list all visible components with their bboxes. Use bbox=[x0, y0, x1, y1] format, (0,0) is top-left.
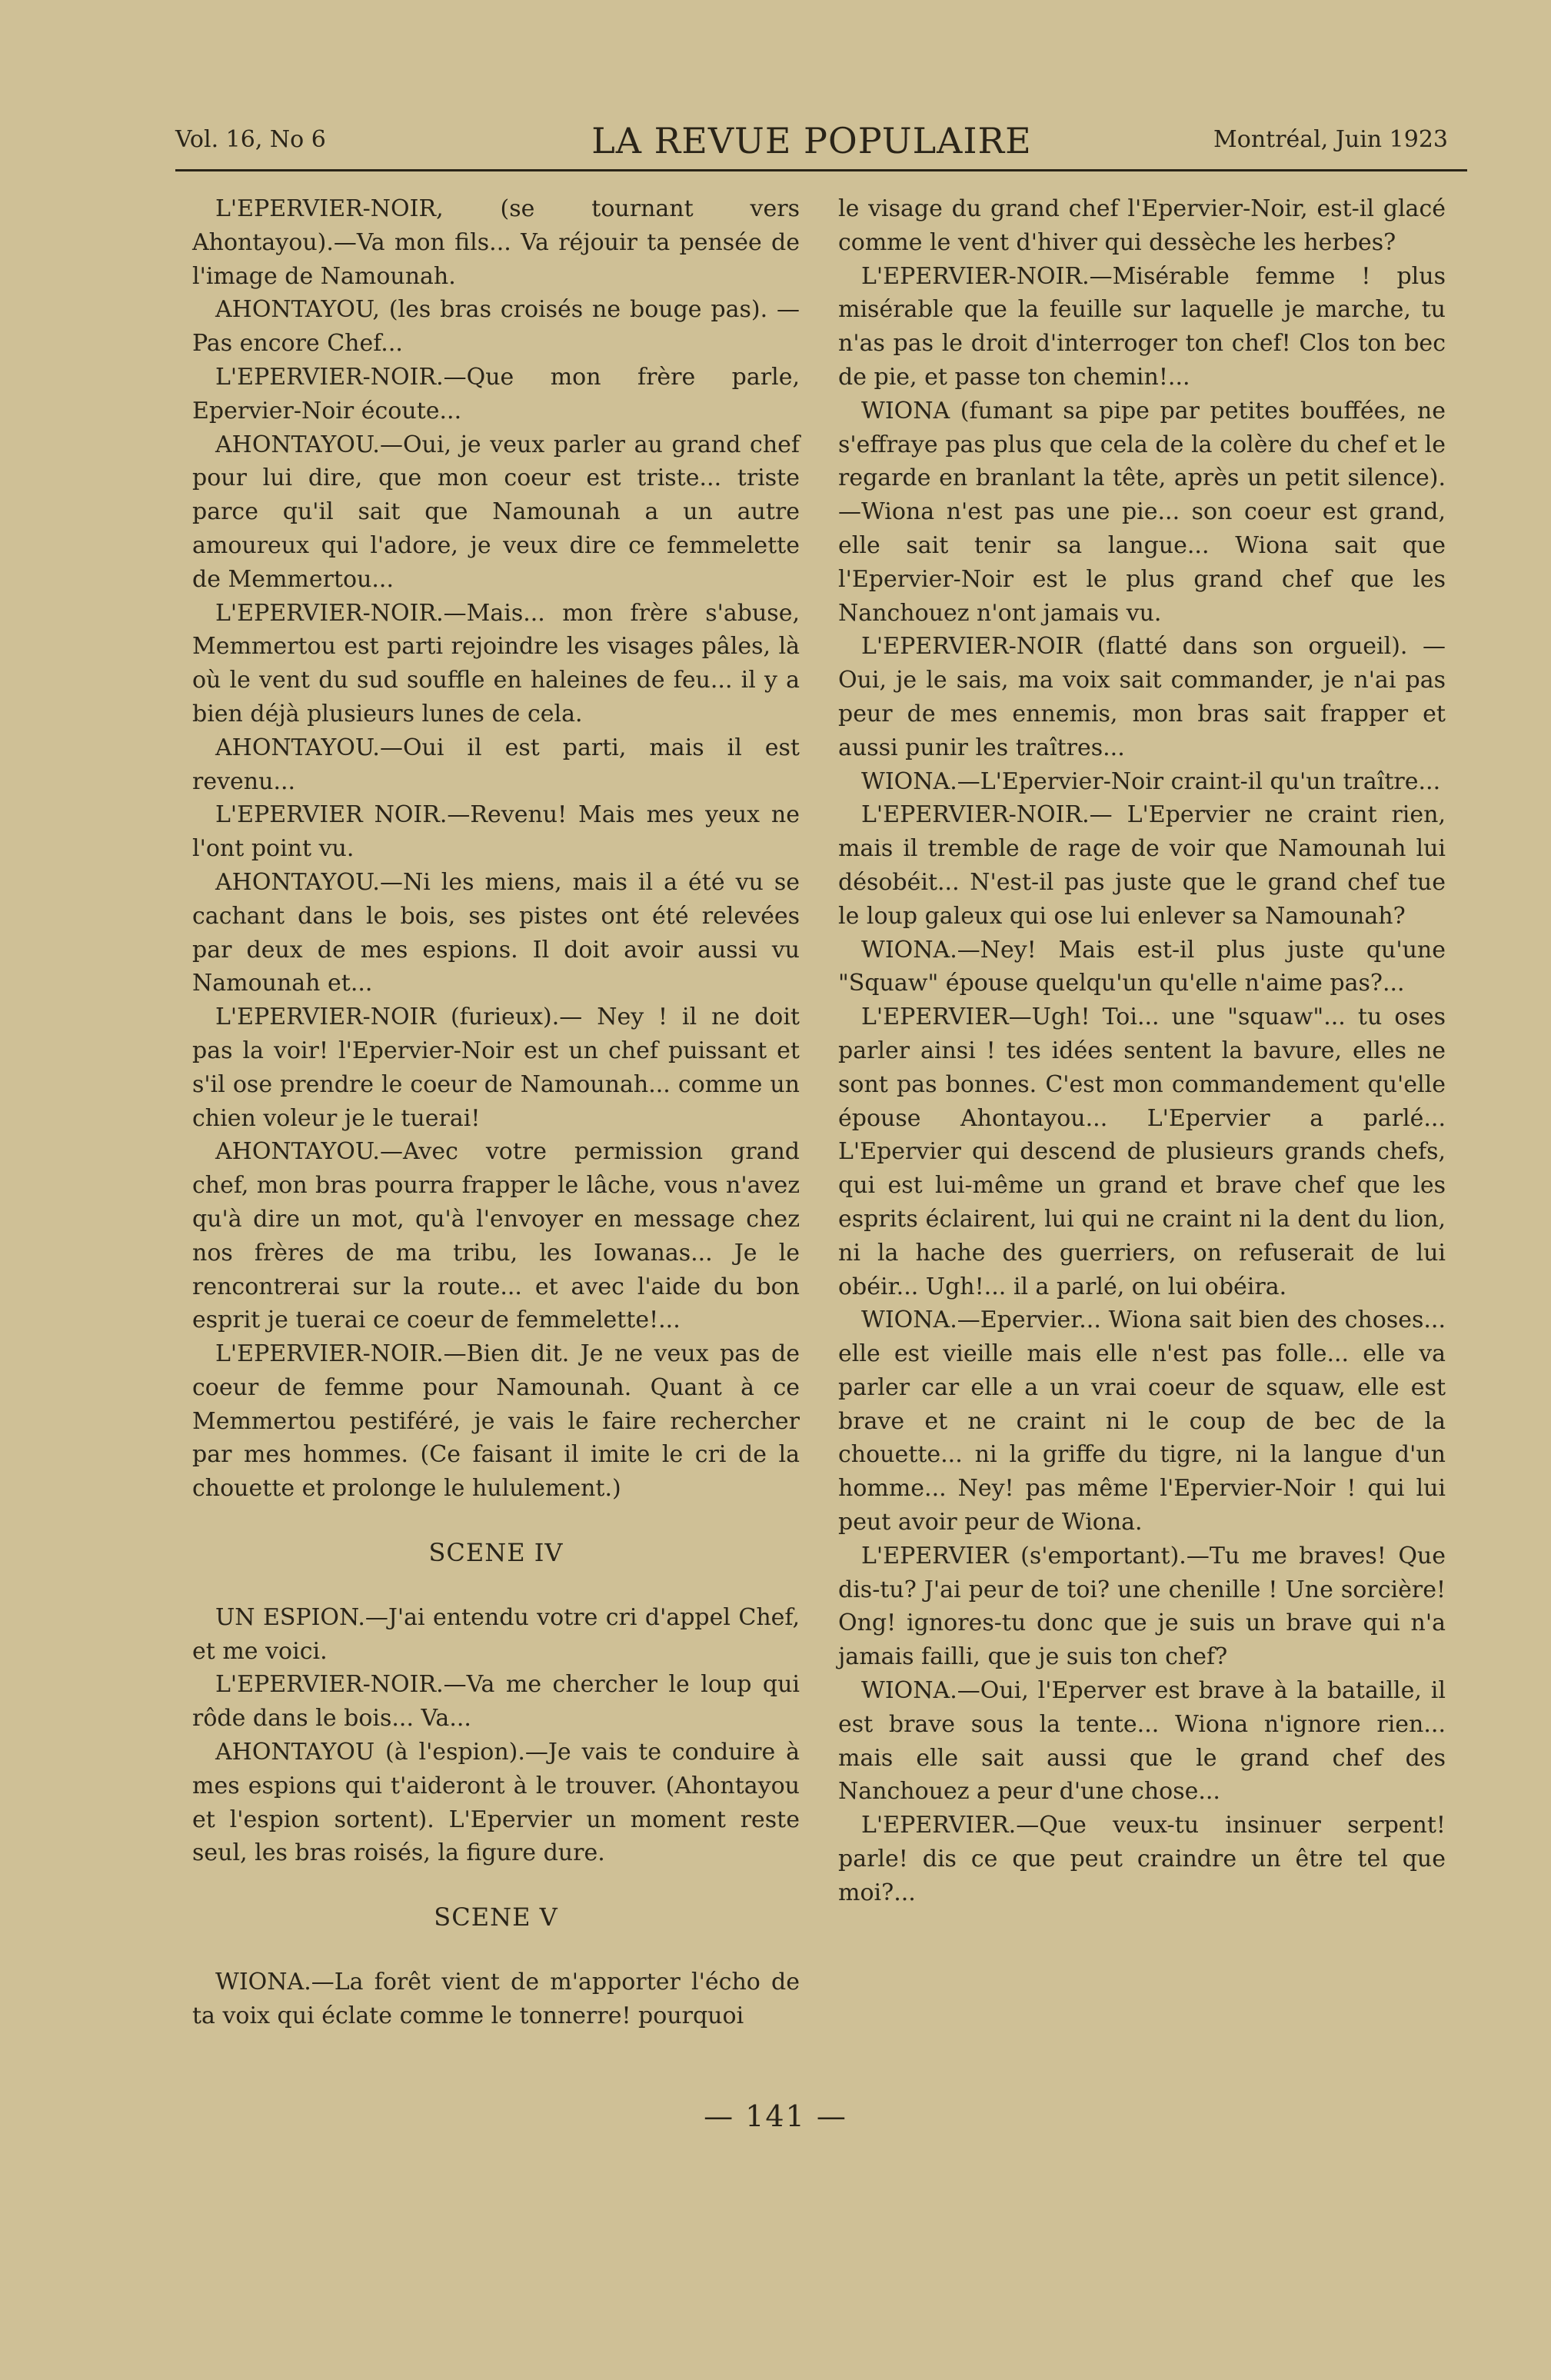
paragraph: WIONA.—Epervier... Wiona sait bien des choses... elle est vieille mais elle n'est pas folle... elle va parler car elle a un vrai coeur de squaw, elle est brave et ne craint ni le coup de bec de la chouette... ni la griffe du tigre, ni la langue d'un homme... Ney! pas même l'Epervier-Noir ! qui lui peut avoir peur de Wiona. bbox=[838, 1307, 1446, 1536]
paragraph: AHONTAYOU.—Avec votre permission grand chef, mon bras pourra frapper le lâche, vous n'avez qu'à dire un mot, qu'à l'envoyer en message chez nos frères de ma tribu, les Iowanas... Je le rencontrerai sur la route... et avec l'aide du bon esprit je tuerai ce coeur de femmelette!... bbox=[192, 1138, 800, 1334]
paragraph: L'EPERVIER-NOIR (furieux).— Ney ! il ne doit pas la voir! l'Epervier-Noir est un chef puissant et s'il ose prendre le coeur de Namounah... comme un chien voleur je le tuerai! bbox=[192, 1004, 800, 1132]
volume-number: Vol. 16, No 6 bbox=[175, 126, 326, 153]
scene-heading: SCENE IV bbox=[428, 1538, 564, 1568]
paragraph: L'EPERVIER NOIR.—Revenu! Mais mes yeux ne l'ont point vu. bbox=[192, 801, 800, 863]
paragraph: L'EPERVIER (s'emportant).—Tu me braves! Que dis-tu? J'ai peur de toi? une chenille ! Une sorcière! Ong! ignores-tu donc que je suis un brave qui n'a jamais failli, que je suis ton chef? bbox=[838, 1542, 1446, 1671]
running-header bbox=[175, 115, 1448, 169]
right-column bbox=[838, 192, 1446, 1910]
paragraph: le visage du grand chef l'Epervier-Noir, est-il glacé comme le vent d'hiver qui dessèche les herbes? bbox=[838, 195, 1446, 256]
paragraph: UN ESPION.—J'ai entendu votre cri d'appel Chef, et me voici. bbox=[192, 1603, 800, 1665]
paragraph: AHONTAYOU (à l'espion).—Je vais te conduire à mes espions qui t'aideront à le trouver. (Ahontayou et l'espion sortent). L'Epervier un moment reste seul, les bras roisés, la figure dure. bbox=[192, 1739, 800, 1867]
paragraph: AHONTAYOU.—Oui, je veux parler au grand chef pour lui dire, que mon coeur est triste... triste parce qu'il sait que Namounah a un autre amoureux qui l'adore, je veux dire ce femmelette de Memmertou... bbox=[192, 431, 800, 593]
paragraph: WIONA (fumant sa pipe par petites bouffées, ne s'effraye pas plus que cela de la colère du chef et le regarde en branlant la tête, après un petit silence).—Wiona n'est pas une pie... son coeur est grand, elle sait tenir sa langue... Wiona sait que l'Epervier-Noir est le plus grand chef que les Nanchouez n'ont jamais vu. bbox=[838, 397, 1446, 627]
paragraph: AHONTAYOU.—Ni les miens, mais il a été vu se cachant dans le bois, ses pistes ont été relevées par deux de mes espions. Il doit avoir aussi vu Namounah et... bbox=[192, 868, 800, 997]
paragraph: L'EPERVIER-NOIR.—Misérable femme ! plus misérable que la feuille sur laquelle je marche, tu n'as pas le droit d'interroger ton chef! Clos ton bec de pie, et passe ton chemin!... bbox=[838, 262, 1446, 391]
scene-heading: SCENE V bbox=[434, 1902, 558, 1932]
paragraph: WIONA.—Ney! Mais est-il plus juste qu'une "Squaw" épouse quelqu'un qu'elle n'aime pas?... bbox=[838, 936, 1446, 997]
paragraph: WIONA.—L'Epervier-Noir craint-il qu'un traître... bbox=[861, 767, 1441, 795]
paragraph: AHONTAYOU.—Oui il est parti, mais il est revenu... bbox=[192, 734, 800, 795]
paragraph: L'EPERVIER-NOIR.— L'Epervier ne craint rien, mais il tremble de rage de voir que Namounah lui désobéit... N'est-il pas juste que le grand chef tue le loup galeux qui ose lui enlever sa Namounah? bbox=[838, 801, 1446, 930]
paragraph: L'EPERVIER-NOIR (flatté dans son orgueil). —Oui, je le sais, ma voix sait commander, je n'ai pas peur de mes ennemis, mon bras sait frapper et aussi punir les traîtres... bbox=[838, 633, 1446, 761]
paragraph: L'EPERVIER—Ugh! Toi... une "squaw"... tu oses parler ainsi ! tes idées sentent la bavure, elles ne sont pas bonnes. C'est mon commandement qu'elle épouse Ahontayou... L'Epervier a parlé... L'Epervier qui descend de plusieurs grands chefs, qui est lui-même un grand et brave chef que les esprits éclairent, lui qui ne craint ni la dent du lion, ni la hache des guerriers, on refuserait de lui obéir... Ugh!... il a parlé, on lui obéira. bbox=[838, 1004, 1446, 1300]
paragraph: L'EPERVIER-NOIR.—Mais... mon frère s'abuse, Memmertou est parti rejoindre les visages pâles, là où le vent du sud souffle en haleines de feu... il y a bien déjà plusieurs lunes de cela. bbox=[192, 599, 800, 727]
publication-title: LA REVUE POPULAIRE bbox=[591, 120, 1032, 161]
header-rule bbox=[175, 169, 1467, 171]
paragraph: L'EPERVIER-NOIR, (se tournant vers Ahontayou).—Va mon fils... Va réjouir ta pensée de l'image de Namounah. bbox=[192, 195, 800, 290]
paragraph: WIONA.—Oui, l'Eperver est brave à la bataille, il est brave sous la tente... Wiona n'ignore rien... mais elle sait aussi que le grand chef des Nanchouez a peur d'une chose... bbox=[838, 1677, 1446, 1806]
left-column bbox=[192, 192, 800, 2033]
issue-date: Montréal, Juin 1923 bbox=[1213, 126, 1448, 153]
paragraph: WIONA.—La forêt vient de m'apporter l'écho de ta voix qui éclate comme le tonnerre! pourquoi bbox=[192, 1969, 800, 2029]
paragraph: AHONTAYOU, (les bras croisés ne bouge pas). —Pas encore Chef... bbox=[192, 296, 800, 358]
paragraph: L'EPERVIER.—Que veux-tu insinuer serpent! parle! dis ce que peut craindre un être tel que moi?... bbox=[838, 1812, 1446, 1906]
paragraph: L'EPERVIER-NOIR.—Que mon frère parle, Epervier-Noir écoute... bbox=[192, 363, 800, 424]
paragraph: L'EPERVIER-NOIR.—Bien dit. Je ne veux pas de coeur de femme pour Namounah. Quant à ce Memmertou pestiféré, je vais le faire rechercher par mes hommes. (Ce faisant il imite le cri de la chouette et prolonge le hululement.) bbox=[192, 1340, 800, 1503]
paragraph: L'EPERVIER-NOIR.—Va me chercher le loup qui rôde dans le bois... Va... bbox=[192, 1671, 800, 1733]
page-number: — 141 — bbox=[704, 2099, 847, 2133]
